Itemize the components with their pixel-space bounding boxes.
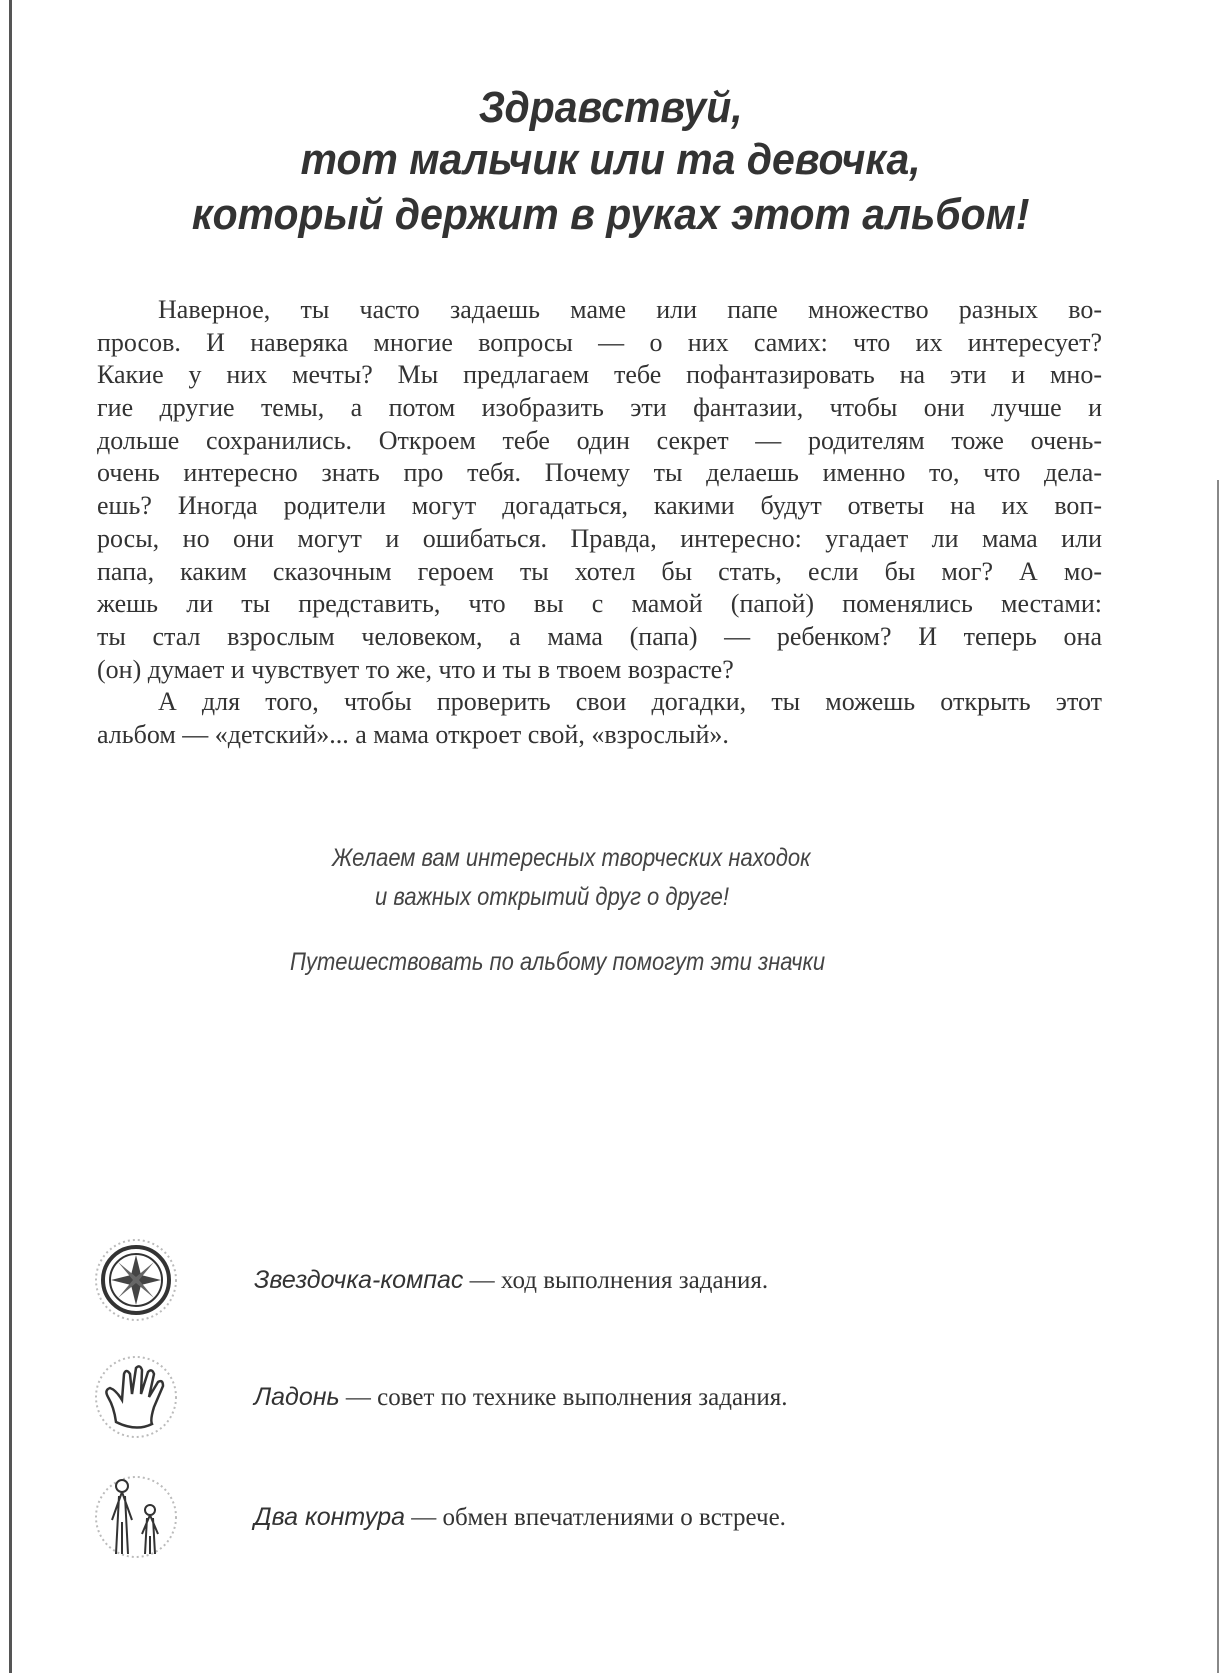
legend-item-two-figures: [86, 1472, 986, 1562]
compass-star-icon: [86, 1235, 186, 1325]
legend-text: [254, 1265, 768, 1296]
body-line: ешь? Иногда родители могут догадаться, какими будут ответы на их воп-: [97, 491, 1102, 520]
title-line: Здравствуй,: [478, 83, 743, 132]
legend-desc: — совет по технике выполнения задания.: [339, 1384, 788, 1411]
legend-item-compass: [86, 1235, 986, 1325]
palm-hand-icon: [86, 1352, 186, 1442]
legend-term: Ладонь: [254, 1383, 340, 1411]
body-line: ты стал взрослым человеком, а мама (папа) — ребенком? И теперь она: [97, 622, 1102, 651]
body-line: просов. И наверяка многие вопросы — о них самих: что их интересует?: [97, 328, 1102, 357]
body-line: гие другие темы, а потом изобразить эти фантазии, чтобы они лучше и: [97, 393, 1102, 422]
title-line: тот мальчик или та девочка,: [300, 135, 921, 184]
legend-text: [254, 1502, 786, 1533]
body-line: дольше сохранились. Откроем тебе один секрет — родителям тоже очень-: [97, 426, 1102, 455]
legend-intro: Путешествовать по альбому помогут эти значки: [290, 948, 826, 976]
two-figures-icon: [86, 1472, 186, 1562]
body-line: альбом — «детский»... а мама откроет свой, «взрослый».: [97, 720, 729, 749]
body-line: (он) думает и чувствует то же, что и ты в твоем возрасте?: [97, 655, 734, 684]
legend-desc: — обмен впечатлениями о встрече.: [405, 1504, 786, 1531]
legend-text: [254, 1382, 788, 1413]
legend-desc: — ход выполнения задания.: [463, 1267, 769, 1294]
wish-line: и важных открытий друг о друге!: [375, 883, 730, 911]
legend-term: Два контура: [254, 1503, 406, 1531]
scan-edge-left: [9, 0, 12, 1673]
title-line: который держит в руках этот альбом!: [191, 190, 1030, 239]
body-line: А для того, чтобы проверить свои догадки, ты можешь открыть этот: [158, 687, 1102, 716]
body-line: Какие у них мечты? Мы предлагаем тебе пофантазировать на эти и мно-: [97, 360, 1102, 389]
body-line: росы, но они могут и ошибаться. Правда, интересно: угадает ли мама или: [97, 524, 1102, 553]
scan-edge-right: [1217, 480, 1219, 1673]
body-line: Наверное, ты часто задаешь маме или папе множество разных во-: [158, 295, 1102, 324]
legend-item-palm: [86, 1352, 986, 1442]
body-line: жешь ли ты представить, что вы с мамой (папой) поменялись местами:: [97, 589, 1102, 618]
body-line: папа, каким сказочным героем ты хотел бы стать, если бы мог? А мо-: [97, 557, 1102, 586]
legend-term: Звездочка-компас: [254, 1266, 464, 1294]
body-line: очень интересно знать про тебя. Почему ты делаешь именно то, что дела-: [97, 458, 1102, 487]
wish-line: Желаем вам интересных творческих находок: [332, 844, 811, 872]
